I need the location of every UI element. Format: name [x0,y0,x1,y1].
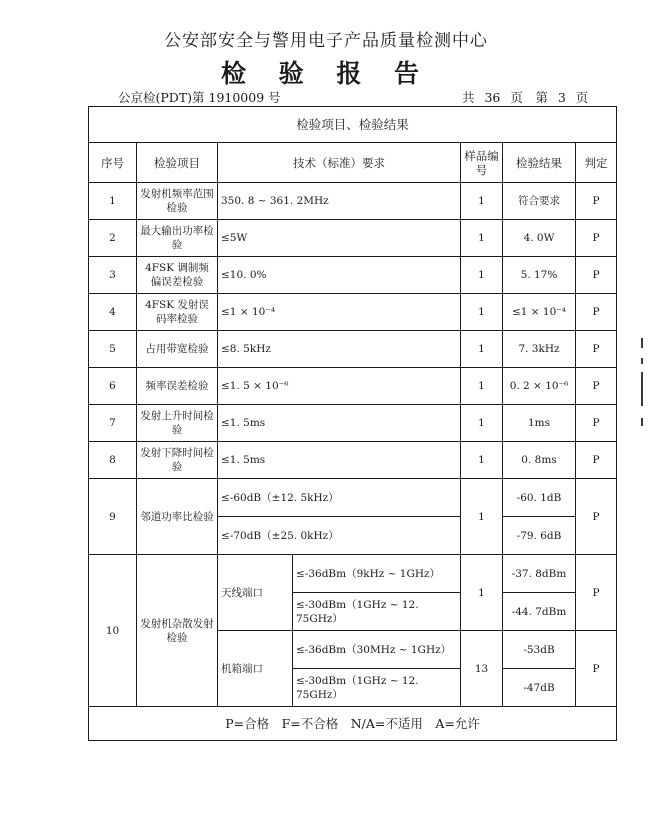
row-no: 5 [89,331,137,368]
header-row [89,143,617,183]
row-sample: 1 [461,405,503,442]
row-requirement: ≤5W [218,220,461,257]
row-item: 4FSK 调制频偏误差检验 [137,257,218,294]
row-sample: 1 [461,257,503,294]
results-table [88,106,617,741]
row-sample: 1 [461,555,503,631]
row-no: 1 [89,183,137,220]
scan-artifact [641,418,643,426]
table-row [89,405,617,442]
row-requirement: ≤1. 5ms [218,405,461,442]
row-verdict: P [576,405,617,442]
document-title: 检 验 报 告 [220,59,432,88]
table-row [89,479,617,517]
col-header-requirement: 技术（标准）要求 [218,143,461,183]
row-verdict: P [576,183,617,220]
row-requirement: ≤10. 0% [218,257,461,294]
row-result: -60. 1dB [503,479,576,517]
table-row [89,555,617,593]
row-verdict: P [576,368,617,405]
row-sample: 1 [461,294,503,331]
row-verdict: P [576,555,617,631]
row-item: 占用带宽检验 [137,331,218,368]
page-info: 共 36 页 第 3 页 [462,90,589,105]
port-label-antenna: 天线端口 [218,555,293,631]
row-requirement: ≤-36dBm（30MHz ~ 1GHz） [293,631,461,669]
row-result: -44. 7dBm [503,593,576,631]
row-item: 最大输出功率检验 [137,220,218,257]
table-row [89,368,617,405]
row-requirement: ≤8. 5kHz [218,331,461,368]
table-row [89,257,617,294]
row-requirement: ≤-30dBm（1GHz ~ 12. 75GHz） [293,593,461,631]
row-result: -79. 6dB [503,517,576,555]
row-no: 4 [89,294,137,331]
row-no: 7 [89,405,137,442]
row-requirement: ≤-70dB（±25. 0kHz） [218,517,461,555]
row-result: 1ms [503,405,576,442]
row-result: 4. 0W [503,220,576,257]
row-result: ≤1 × 10⁻⁴ [503,294,576,331]
table-row [89,442,617,479]
row-no: 3 [89,257,137,294]
row-result: -53dB [503,631,576,669]
scan-artifact [641,372,643,406]
row-verdict: P [576,294,617,331]
row-item: 邻道功率比检验 [137,479,218,555]
row-no: 2 [89,220,137,257]
scan-artifact [641,338,643,348]
table-title: 检验项目、检验结果 [89,107,617,143]
col-header-verdict: 判定 [576,143,617,183]
row-no: 9 [89,479,137,555]
row-requirement: ≤1 × 10⁻⁴ [218,294,461,331]
row-item: 发射机频率范围检验 [137,183,218,220]
row-requirement: ≤-36dBm（9kHz ~ 1GHz） [293,555,461,593]
row-sample: 1 [461,220,503,257]
row-result: -47dB [503,669,576,707]
col-header-no: 序号 [89,143,137,183]
row-verdict: P [576,631,617,707]
row-no: 10 [89,555,137,707]
row-sample: 13 [461,631,503,707]
row-requirement: 350. 8 ~ 361. 2MHz [218,183,461,220]
row-sample: 1 [461,331,503,368]
col-header-sample: 样品编号 [461,143,503,183]
col-header-result: 检验结果 [503,143,576,183]
org-name: 公安部安全与警用电子产品质量检测中心 [164,31,488,51]
table-row [89,294,617,331]
row-no: 8 [89,442,137,479]
row-sample: 1 [461,368,503,405]
row-verdict: P [576,442,617,479]
row-item: 发射机杂散发射检验 [137,555,218,707]
row-result: -37. 8dBm [503,555,576,593]
row-result: 符合要求 [503,183,576,220]
table-row [89,331,617,368]
row-no: 6 [89,368,137,405]
row-requirement: ≤1. 5 × 10⁻⁶ [218,368,461,405]
verdict-legend: P=合格 F=不合格 N/A=不适用 A=允许 [89,707,617,741]
scan-artifact [641,358,643,364]
row-verdict: P [576,220,617,257]
row-sample: 1 [461,183,503,220]
row-requirement: ≤1. 5ms [218,442,461,479]
row-result: 0. 2 × 10⁻⁶ [503,368,576,405]
table-row [89,220,617,257]
row-verdict: P [576,257,617,294]
row-item: 发射上升时间检验 [137,405,218,442]
row-verdict: P [576,479,617,555]
port-label-enclosure: 机箱端口 [218,631,293,707]
report-number: 公京检(PDT)第 1910009 号 [118,90,281,105]
row-item: 发射下降时间检验 [137,442,218,479]
row-requirement: ≤-60dB（±12. 5kHz） [218,479,461,517]
row-result: 0. 8ms [503,442,576,479]
col-header-item: 检验项目 [137,143,218,183]
row-item: 4FSK 发射误码率检验 [137,294,218,331]
row-item: 频率误差检验 [137,368,218,405]
row-sample: 1 [461,442,503,479]
row-sample: 1 [461,479,503,555]
table-row [89,183,617,220]
row-requirement: ≤-30dBm（1GHz ~ 12. 75GHz） [293,669,461,707]
row-verdict: P [576,331,617,368]
row-result: 7. 3kHz [503,331,576,368]
row-result: 5. 17% [503,257,576,294]
